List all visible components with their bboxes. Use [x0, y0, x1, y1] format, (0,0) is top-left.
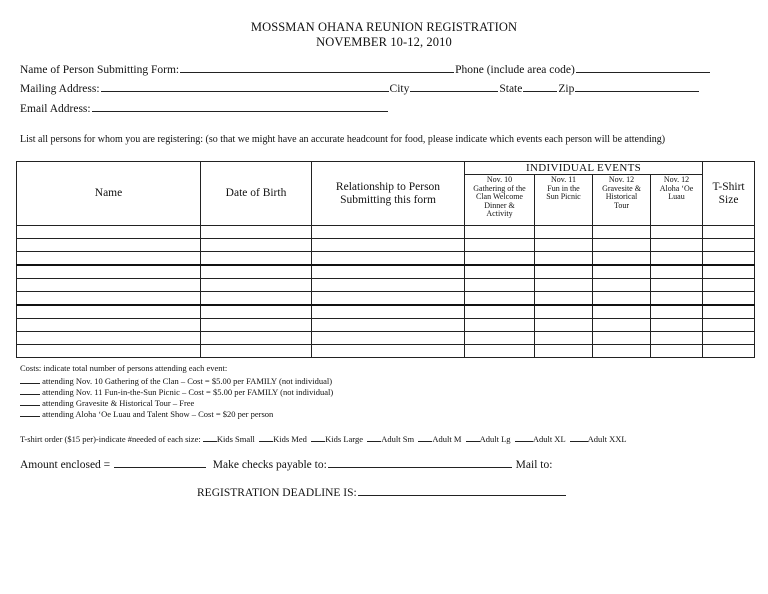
table-cell[interactable]: [593, 305, 651, 319]
table-cell[interactable]: [593, 239, 651, 252]
table-cell[interactable]: [703, 332, 755, 345]
table-cell[interactable]: [17, 252, 201, 266]
city-field[interactable]: [410, 80, 498, 92]
table-cell[interactable]: [201, 226, 312, 239]
table-cell[interactable]: [201, 292, 312, 306]
table-cell[interactable]: [465, 252, 535, 266]
mailing-address-field[interactable]: [101, 80, 389, 92]
deadline-field[interactable]: [358, 484, 566, 496]
cost-item-text: attending Nov. 10 Gathering of the Clan – Cost = $5.00 per FAMILY (not individual): [42, 376, 333, 386]
cost-item-text: attending Aloha ‘Oe Luau and Talent Show – Cost = $20 per person: [42, 409, 274, 419]
table-cell[interactable]: [535, 226, 593, 239]
mail-to-label: Mail to:: [515, 459, 553, 471]
phone-label: Phone (include area code): [455, 64, 575, 76]
tshirt-qty-field[interactable]: [418, 432, 432, 442]
table-cell[interactable]: [651, 239, 703, 252]
zip-label: Zip: [558, 83, 575, 95]
amount-enclosed-label: Amount enclosed =: [20, 459, 111, 471]
event-header-line: Nov. 10: [486, 175, 513, 184]
table-cell[interactable]: [312, 226, 465, 239]
dob-column-header: Date of Birth: [201, 162, 312, 226]
registration-table: [16, 161, 755, 358]
tshirt-qty-field[interactable]: [570, 432, 588, 442]
table-cell[interactable]: [651, 226, 703, 239]
tshirt-size-label: Adult XL: [532, 434, 566, 444]
zip-field[interactable]: [575, 80, 699, 92]
event-header-line: Fun in the: [547, 183, 580, 193]
table-cell[interactable]: [535, 345, 593, 358]
table-cell[interactable]: [201, 319, 312, 332]
table-row: [17, 345, 755, 358]
payable-to-field[interactable]: [328, 456, 512, 468]
state-field[interactable]: [523, 80, 557, 92]
table-cell[interactable]: [17, 305, 201, 319]
table-row: [17, 265, 755, 279]
table-cell[interactable]: [703, 226, 755, 239]
table-row: [17, 279, 755, 292]
tshirt-column-header: [703, 162, 755, 226]
table-cell[interactable]: [593, 319, 651, 332]
table-cell[interactable]: [465, 239, 535, 252]
table-cell[interactable]: [651, 332, 703, 345]
tshirt-size-label: Adult M: [432, 434, 462, 444]
tshirt-size-label: Adult XXL: [587, 434, 627, 444]
table-cell[interactable]: [703, 305, 755, 319]
table-cell[interactable]: [312, 332, 465, 345]
table-cell[interactable]: [465, 305, 535, 319]
relationship-header-line-1: Relationship to Person: [335, 180, 441, 193]
name-column-header: Name: [17, 162, 201, 226]
table-cell[interactable]: [593, 252, 651, 266]
table-cell[interactable]: [201, 345, 312, 358]
table-cell[interactable]: [593, 279, 651, 292]
registration-instructions: List all persons for whom you are registering: (so that we might have an accurate headcount for food, please indicate which events each person will be attending): [20, 134, 666, 145]
tshirt-size-label: Kids Small: [216, 434, 255, 444]
table-cell[interactable]: [312, 319, 465, 332]
page-title: MOSSMAN OHANA REUNION REGISTRATION: [250, 20, 518, 34]
table-cell[interactable]: [17, 345, 201, 358]
tshirt-size-label: Adult Sm: [381, 434, 415, 444]
table-cell[interactable]: [651, 265, 703, 279]
table-cell[interactable]: [535, 239, 593, 252]
table-cell[interactable]: [535, 279, 593, 292]
table-cell[interactable]: [651, 305, 703, 319]
tshirt-qty-field[interactable]: [367, 432, 381, 442]
individual-events-header: INDIVIDUAL EVENTS: [465, 162, 703, 175]
table-cell[interactable]: [535, 265, 593, 279]
table-cell[interactable]: [312, 279, 465, 292]
submitter-name-row: [20, 61, 711, 76]
event-header-nov12-luau: [651, 175, 703, 226]
cost-count-field[interactable]: [20, 374, 40, 384]
table-cell[interactable]: [651, 292, 703, 306]
event-dates: NOVEMBER 10-12, 2010: [316, 35, 452, 49]
email-label: Email Address:: [20, 103, 91, 115]
event-header-line: Gathering of the: [473, 183, 526, 193]
table-cell[interactable]: [703, 345, 755, 358]
cost-count-field[interactable]: [20, 396, 40, 406]
table-cell[interactable]: [201, 305, 312, 319]
table-cell[interactable]: [312, 239, 465, 252]
table-cell[interactable]: [593, 292, 651, 306]
event-header-line: Clan Welcome: [476, 192, 523, 201]
event-header-line: Aloha ‘Oe: [659, 183, 694, 193]
table-cell[interactable]: [651, 279, 703, 292]
cost-item: [20, 407, 273, 419]
tshirt-qty-field[interactable]: [311, 432, 325, 442]
table-cell[interactable]: [651, 252, 703, 266]
table-cell[interactable]: [17, 319, 201, 332]
table-cell[interactable]: [703, 292, 755, 306]
event-header-nov10-gathering: [465, 175, 535, 226]
table-cell[interactable]: [465, 292, 535, 306]
table-cell[interactable]: [201, 265, 312, 279]
tshirt-size-label: Kids Med: [273, 434, 307, 444]
table-cell[interactable]: [651, 345, 703, 358]
table-header-row: [17, 162, 755, 175]
table-cell[interactable]: [651, 319, 703, 332]
registration-rows: [17, 226, 755, 358]
tshirt-qty-field[interactable]: [203, 432, 217, 442]
table-cell[interactable]: [535, 292, 593, 306]
table-cell[interactable]: [17, 239, 201, 252]
event-header-nov11-picnic: [535, 175, 593, 226]
table-cell[interactable]: [17, 279, 201, 292]
table-cell[interactable]: [535, 319, 593, 332]
tshirt-order-row: [20, 432, 627, 444]
table-cell[interactable]: [201, 252, 312, 266]
table-row: [17, 305, 755, 319]
tshirt-qty-field[interactable]: [259, 432, 273, 442]
cost-item-text: attending Gravesite & Historical Tour – Free: [42, 398, 195, 408]
table-cell[interactable]: [312, 305, 465, 319]
table-cell[interactable]: [465, 345, 535, 358]
event-header-line: Nov. 12: [608, 175, 635, 184]
table-cell[interactable]: [17, 292, 201, 306]
table-row: [17, 226, 755, 239]
payment-row: [20, 456, 552, 471]
deadline-row: [197, 484, 567, 499]
table-row: [17, 252, 755, 266]
table-cell[interactable]: [465, 332, 535, 345]
table-cell[interactable]: [312, 265, 465, 279]
table-cell[interactable]: [703, 279, 755, 292]
table-cell[interactable]: [703, 265, 755, 279]
table-cell[interactable]: [593, 226, 651, 239]
table-row: [17, 319, 755, 332]
table-cell[interactable]: [703, 252, 755, 266]
tshirt-qty-field[interactable]: [466, 432, 480, 442]
table-cell[interactable]: [312, 292, 465, 306]
table-cell[interactable]: [535, 332, 593, 345]
mailing-address-label: Mailing Address:: [20, 83, 100, 95]
payable-to-label: Make checks payable to:: [212, 459, 327, 471]
table-cell[interactable]: [465, 226, 535, 239]
event-header-line: Activity: [486, 209, 513, 218]
event-header-line: Luau: [668, 192, 685, 201]
costs-heading: Costs: indicate total number of persons attending each event:: [20, 363, 228, 373]
phone-field[interactable]: [576, 61, 710, 73]
cost-item-text: attending Nov. 11 Fun-in-the-Sun Picnic – Cost = $5.00 per FAMILY (not individual): [42, 387, 334, 397]
table-cell[interactable]: [593, 332, 651, 345]
table-cell[interactable]: [465, 265, 535, 279]
table-cell[interactable]: [201, 332, 312, 345]
table-cell[interactable]: [703, 319, 755, 332]
table-cell[interactable]: [593, 265, 651, 279]
email-row: [20, 100, 389, 115]
deadline-label: REGISTRATION DEADLINE IS:: [197, 487, 357, 499]
event-header-line: Nov. 11: [551, 175, 576, 184]
table-cell[interactable]: [17, 265, 201, 279]
table-row: [17, 292, 755, 306]
cost-count-field[interactable]: [20, 385, 40, 395]
table-cell[interactable]: [535, 305, 593, 319]
table-cell[interactable]: [201, 239, 312, 252]
tshirt-header-line-1: T-Shirt: [712, 180, 745, 193]
table-row: [17, 239, 755, 252]
table-cell[interactable]: [17, 332, 201, 345]
table-cell[interactable]: [312, 345, 465, 358]
event-header-line: Tour: [614, 200, 629, 210]
tshirt-qty-field[interactable]: [515, 432, 533, 442]
submitter-name-label: Name of Person Submitting Form:: [20, 64, 180, 76]
table-row: [17, 332, 755, 345]
submitter-name-field[interactable]: [180, 61, 454, 73]
table-cell[interactable]: [465, 279, 535, 292]
state-label: State: [499, 83, 523, 95]
event-header-line: Gravesite &: [602, 183, 641, 193]
table-cell[interactable]: [465, 319, 535, 332]
table-cell[interactable]: [201, 279, 312, 292]
mailing-address-row: [20, 80, 700, 95]
table-cell[interactable]: [593, 345, 651, 358]
cost-count-field[interactable]: [20, 407, 40, 417]
tshirt-size-label: Kids Large: [325, 434, 363, 444]
relationship-column-header: [312, 162, 465, 226]
table-cell[interactable]: [312, 252, 465, 266]
tshirt-header-line-2: Size: [718, 193, 739, 206]
tshirt-size-label: Adult Lg: [479, 434, 511, 444]
tshirt-order-label: T-shirt order ($15 per)-indicate #needed of each size:: [20, 434, 201, 444]
table-cell[interactable]: [17, 226, 201, 239]
amount-enclosed-field[interactable]: [114, 456, 206, 468]
city-label: City: [389, 83, 410, 95]
event-header-line: Nov. 12: [663, 175, 690, 184]
event-header-line: Historical: [605, 192, 638, 201]
table-cell[interactable]: [703, 239, 755, 252]
event-header-nov12-tour: [593, 175, 651, 226]
event-header-line: Dinner &: [484, 200, 515, 210]
table-cell[interactable]: [535, 252, 593, 266]
email-field[interactable]: [92, 100, 388, 112]
relationship-header-line-2: Submitting this form: [340, 193, 436, 206]
event-header-line: Sun Picnic: [546, 192, 581, 201]
